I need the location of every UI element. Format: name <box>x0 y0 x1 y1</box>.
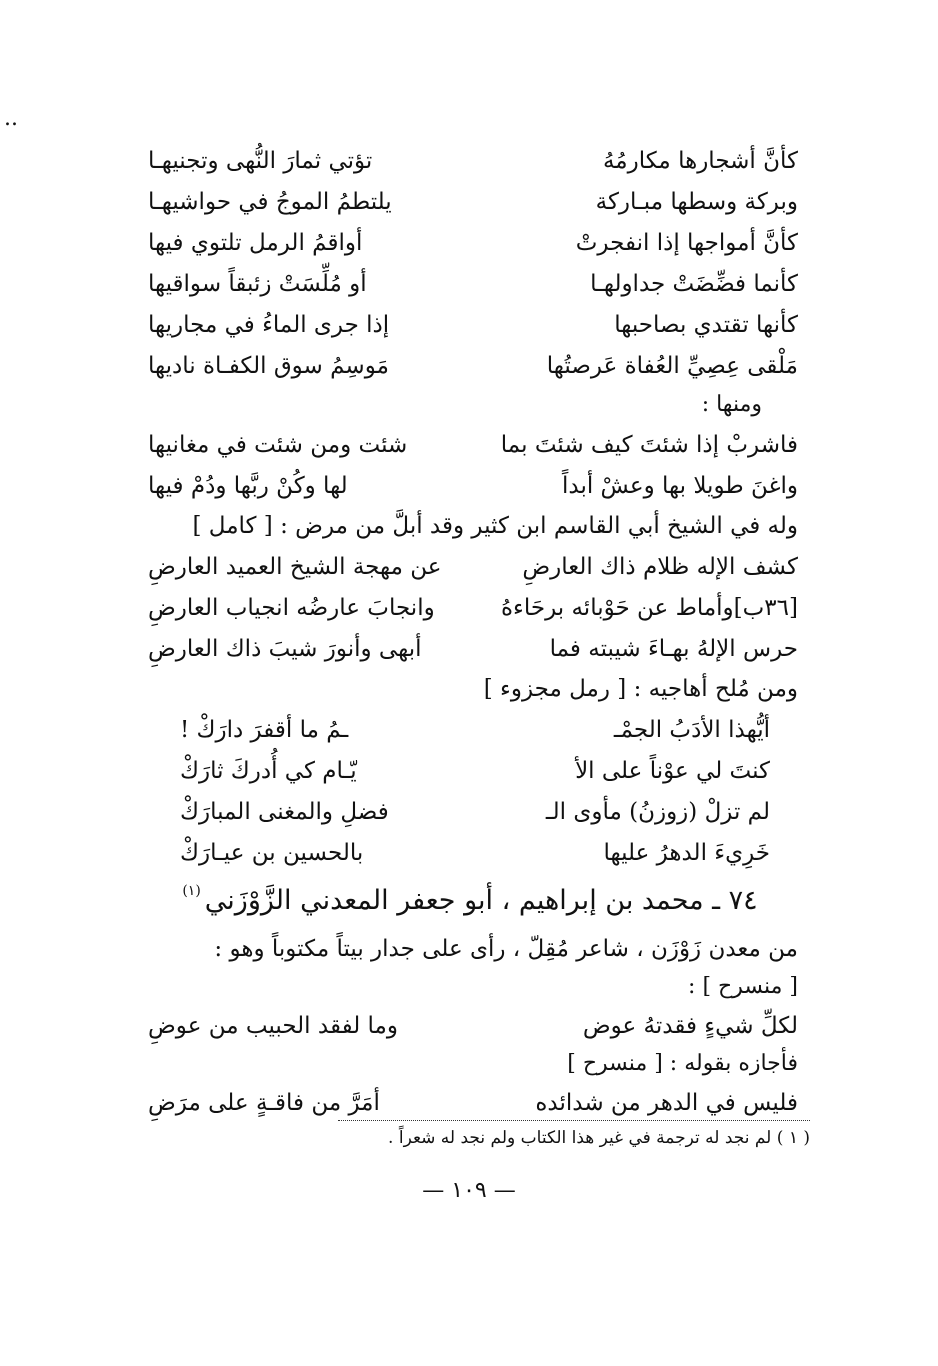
verse-first-hemistich: لكلِّ شيءٍ فقدتهُ عوض <box>582 1012 798 1039</box>
footnote-marker: (١) <box>182 883 201 899</box>
poem-verse <box>130 1082 810 1123</box>
corner-mark: .. <box>4 106 18 131</box>
poem-verse <box>130 628 810 669</box>
poem-verse <box>130 263 810 304</box>
verse-second-hemistich: وما لفقد الحبيب من عوضِ <box>148 1012 398 1039</box>
poem-verse <box>130 465 810 506</box>
footnote-divider <box>338 1120 810 1121</box>
poem-intro: ومن مُلح أهاجيه : [ رمل مجزوء ] <box>483 676 798 702</box>
verse-first-hemistich: كأنها تقتدي بصاحبها <box>614 311 798 338</box>
verse-second-hemistich: أو مُلِّسَتْ زئبقاً سواقيها <box>148 270 367 297</box>
poem-verse <box>130 345 810 386</box>
verse-first-hemistich: فليس في الدهر من شدائده <box>535 1089 798 1116</box>
verse-first-hemistich: أيُّهذا الأدَبُ الجمْـ <box>613 716 770 743</box>
verse-first-hemistich: وبركة وسطها مبـاركة <box>595 188 798 215</box>
verse-second-hemistich: فضلِ والمغنى المبارَكْ <box>180 798 389 825</box>
poem-verse <box>130 140 810 181</box>
verse-second-hemistich: بالحسين بن عيـارَكْ <box>180 839 364 866</box>
verse-second-hemistich: لها وكُنْ ربَّها ودُمْ فيها <box>148 472 348 499</box>
page-number: — ١٠٩ — <box>422 1178 516 1203</box>
verse-first-hemistich: [٣٦ب]وأماط عن حَوْبائه برحَاءهُ <box>500 594 798 621</box>
verse-second-hemistich: أمَرَّ من فاقـةٍ على مرَضِ <box>148 1089 380 1116</box>
verse-second-hemistich: يلتطمُ الموجُ في حواشيهـا <box>148 188 392 215</box>
verse-first-hemistich: كأنما فضِّضَتْ جداولهـا <box>590 270 798 297</box>
verse-first-hemistich: خَرِيءَ الدهرُ عليها <box>603 839 770 866</box>
verse-second-hemistich: عن مهجة الشيخ العميد العارضِ <box>148 553 442 580</box>
poem-intro: فأجازه بقوله : [ منسرح ] <box>567 1051 798 1076</box>
verse-second-hemistich: أواقمُ الرمل تلتوي فيها <box>148 229 363 256</box>
section-label: ومنها : <box>701 392 762 417</box>
verse-second-hemistich: يّـام كي أُدركَ ثارَكْ <box>180 757 357 784</box>
poem-verse <box>130 791 810 832</box>
verse-first-hemistich: مَلْقى عِصِيِّ العُفاة عَرصتُها <box>546 352 798 379</box>
poem-verse <box>130 304 810 345</box>
poem-verse <box>130 424 810 465</box>
verse-second-hemistich: تؤتي ثمارَ النُّهى وتجنيهـا <box>148 147 373 174</box>
verse-first-hemistich: فاشربْ إذا شئتَ كيف شئتَ بما <box>500 431 798 458</box>
poem-verse <box>130 832 810 873</box>
footnote: ( ١ ) لم نجد له ترجمة في غير هذا الكتاب ولم نجد له شعراً . <box>388 1128 810 1148</box>
poem-verse <box>130 750 810 791</box>
poem-verse <box>130 546 810 587</box>
meter-label: [ منسرح ] : <box>688 974 798 999</box>
verse-first-hemistich: حرس الإلهُ بهـاءَ شيبته فما <box>549 635 798 662</box>
poem-verse <box>130 181 810 222</box>
page-content <box>130 140 810 1123</box>
verse-first-hemistich: لم تزلْ (زوزنُ) مأوى الـ <box>545 798 770 825</box>
verse-second-hemistich: شئت ومن شئت في مغانيها <box>148 431 408 458</box>
verse-second-hemistich: مَوسِمُ سوق الكفـاة ناديها <box>148 352 389 379</box>
entry-heading <box>130 873 810 929</box>
entry-heading-text: ٧٤ ـ محمد بن إبراهيم ، أبو جعفر المعدني الزَّوْزَني <box>204 885 758 916</box>
poem-verse <box>130 1005 810 1046</box>
verse-first-hemistich: كأنَّ أمواجها إذا انفجرتْ <box>575 229 798 256</box>
poem-intro: وله في الشيخ أبي القاسم ابن كثير وقد أبلَّ من مرض : [ كامل ] <box>192 513 798 539</box>
poem-verse <box>130 222 810 263</box>
poem-verse <box>130 709 810 750</box>
verse-second-hemistich: ـمُ ما أقفرَ دارَكْ ! <box>180 716 349 743</box>
verse-second-hemistich: وانجابَ عارضُه انجياب العارضِ <box>148 594 435 621</box>
verse-first-hemistich: كنتَ لي عوْناً على الأ <box>575 757 770 784</box>
verse-second-hemistich: إذا جرى الماءُ في مجاريها <box>148 311 390 338</box>
verse-first-hemistich: واغنَ طويلا بها وعشْ أبداً <box>561 472 798 499</box>
verse-second-hemistich: أبهى وأنورَ شيبَ ذاك العارضِ <box>148 635 422 662</box>
verse-first-hemistich: كأنَّ أشجارها مكارمُهُ <box>602 147 798 174</box>
entry-bio: من معدن زَوْزَن ، شاعر مُقِلّ ، رأى على جدار بيتاً مكتوباً وهو : <box>214 936 798 962</box>
verse-first-hemistich: كشف الإله ظلام ذاك العارضِ <box>522 553 798 580</box>
poem-verse <box>130 587 810 628</box>
